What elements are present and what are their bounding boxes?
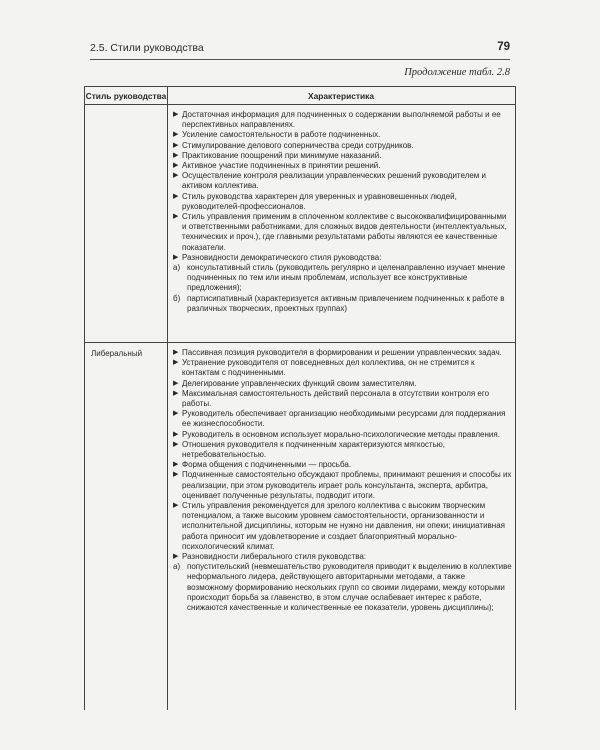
list-item-text: Стимулирование делового соперничества среди сотрудников. bbox=[182, 140, 414, 150]
list-item-text: Руководитель обеспечивает организацию необходимыми ресурсами для поддержания ее жизнеспособности. bbox=[182, 409, 506, 429]
row-divider bbox=[85, 342, 515, 343]
bullet-arrow-icon: ▶ bbox=[173, 410, 179, 418]
bullet-arrow-icon: ▶ bbox=[173, 141, 179, 149]
subtype-marker: а) bbox=[173, 263, 181, 273]
list-item bbox=[173, 253, 513, 263]
list-item-text: Стиль руководства характерен для уверенных и уравновешенных людей, руководителей-профессионалов. bbox=[182, 191, 457, 211]
list-item bbox=[173, 440, 513, 460]
subtype-item bbox=[173, 263, 513, 294]
list-item bbox=[173, 348, 513, 358]
subtype-item bbox=[173, 562, 513, 613]
bullet-arrow-icon: ▶ bbox=[173, 430, 179, 438]
subtypes-list bbox=[173, 562, 513, 613]
bullet-arrow-icon: ▶ bbox=[173, 253, 179, 261]
list-item bbox=[173, 192, 513, 212]
bullet-arrow-icon: ▶ bbox=[173, 379, 179, 387]
bullet-arrow-icon: ▶ bbox=[173, 213, 179, 221]
list-item-text: Достаточная информация для подчиненных о содержании выполняемой работы и ее перспективных направлениях. bbox=[182, 110, 501, 130]
list-item-text: Руководитель в основном использует морально-психологические методы правления. bbox=[182, 429, 500, 439]
bullet-arrow-icon: ▶ bbox=[173, 162, 179, 170]
bullet-arrow-icon: ▶ bbox=[173, 172, 179, 180]
bullet-arrow-icon: ▶ bbox=[173, 440, 179, 448]
column-header-characteristic: Характеристика bbox=[308, 91, 374, 101]
list-item-text: Осуществление контроля реализации управленческих решений руководителем и активом коллектива. bbox=[182, 171, 486, 191]
table-header bbox=[85, 87, 515, 105]
list-item-text: Форма общения с подчиненными — просьба. bbox=[182, 460, 352, 470]
list-item-text: Активное участие подчиненных в принятии решений. bbox=[182, 161, 381, 171]
list-item-text: Стиль управления рекомендуется для зрелого коллектива с высоким творческим потенциалом, а также высоким уровнем самостоятельности, организованности и исполнительной дисциплины, которым не нужно ни давления, ни опеки; инициативная работа приносит им удовлетворение и создает благоприятный морально-психологический климат. bbox=[182, 501, 505, 551]
list-item-text: Делегирование управленческих функций своим заместителям. bbox=[182, 378, 417, 388]
list-item bbox=[173, 460, 513, 470]
list-item-text: Устранение руководителя от повседневных дел коллектива, он не стремится к контактам с подчиненными. bbox=[182, 358, 475, 378]
subtype-text: консультативный стиль (руководитель регулярно и целенаправленно изучает мнение подчиненных по тем или иным проблемам, использует все конструктивные предложения); bbox=[187, 263, 506, 293]
column-divider bbox=[167, 87, 168, 710]
list-item bbox=[173, 552, 513, 562]
list-item bbox=[173, 171, 513, 191]
bullet-arrow-icon: ▶ bbox=[173, 461, 179, 469]
leadership-styles-table bbox=[84, 86, 516, 710]
list-item bbox=[173, 151, 513, 161]
list-item-text: Разновидности демократического стиля руководства: bbox=[182, 252, 382, 262]
list-item-text: Отношения руководителя к подчиненным характеризуются мягкостью, нетребовательностью. bbox=[182, 439, 445, 460]
subtype-marker: б) bbox=[173, 293, 181, 303]
table-continuation-label: Продолжение табл. 2.8 bbox=[404, 67, 510, 78]
subtypes-list bbox=[173, 263, 513, 314]
list-item-text: Стиль управления применим в сплоченном коллективе с высококвалифицированными и ответственными работниками, для сложных видов деятельности (интеллектуальных, технических и проч.), где главными результатами работы являются ее качественные показатели. bbox=[182, 212, 507, 252]
bullet-arrow-icon: ▶ bbox=[173, 111, 179, 118]
list-item bbox=[173, 110, 513, 130]
list-item bbox=[173, 212, 513, 253]
page-number: 79 bbox=[497, 41, 510, 53]
bullet-arrow-icon: ▶ bbox=[173, 502, 179, 510]
list-item bbox=[173, 430, 513, 440]
bullet-arrow-icon: ▶ bbox=[173, 359, 179, 367]
section-title: 2.5. Стили руководства bbox=[90, 42, 204, 54]
bullet-arrow-icon: ▶ bbox=[173, 192, 179, 200]
row-style-label: Либеральный bbox=[91, 349, 143, 358]
list-item-text: Разновидности либерального стиля руководства: bbox=[182, 552, 367, 562]
characteristics-list bbox=[173, 110, 513, 263]
list-item-text: Пассивная позиция руководителя в формировании и решении управленческих задач. bbox=[182, 348, 502, 357]
list-item-text: Практикование поощрений при минимуме наказаний. bbox=[182, 150, 382, 160]
list-item bbox=[173, 358, 513, 378]
list-item bbox=[173, 470, 513, 501]
bullet-arrow-icon: ▶ bbox=[173, 471, 179, 479]
list-item-text: Подчиненные самостоятельно обсуждают проблемы, принимают решения и способы их реализации, при этом руководитель играет роль консультанта, эксперта, арбитра, оценивает полученные результаты, подводит итоги. bbox=[182, 470, 512, 500]
row-characteristics bbox=[173, 110, 513, 314]
bullet-arrow-icon: ▶ bbox=[173, 151, 179, 159]
list-item bbox=[173, 130, 513, 140]
row-characteristics bbox=[173, 348, 513, 613]
list-item-text: Максимальная самостоятельность действий персонала в отсутствии контроля его работы. bbox=[182, 388, 490, 409]
list-item bbox=[173, 141, 513, 151]
column-header-style: Стиль руководства bbox=[85, 91, 167, 101]
characteristics-list bbox=[173, 348, 513, 562]
subtype-text: попустительский (невмешательство руководителя приводит к выделению в коллективе неформального лидера, действующего авторитарными методами, а также возможному формированию нескольких групп со своими лидерами, между которыми происходит борьба за главенство, в этом случае ослабевает интерес к работе, снижаются качественные и количественные ее показатели, уровень дисциплины); bbox=[187, 562, 512, 613]
bullet-arrow-icon: ▶ bbox=[173, 131, 179, 139]
bullet-arrow-icon: ▶ bbox=[173, 389, 179, 397]
subtype-marker: а) bbox=[173, 562, 181, 572]
list-item-text: Усиление самостоятельности в работе подчиненных. bbox=[182, 130, 381, 140]
list-item bbox=[173, 161, 513, 171]
bullet-arrow-icon: ▶ bbox=[173, 553, 179, 561]
list-item bbox=[173, 379, 513, 389]
header-rule bbox=[90, 59, 510, 60]
list-item bbox=[173, 501, 513, 552]
subtype-item bbox=[173, 294, 513, 314]
list-item bbox=[173, 389, 513, 409]
list-item bbox=[173, 409, 513, 429]
page-header bbox=[90, 42, 510, 60]
bullet-arrow-icon: ▶ bbox=[173, 349, 179, 356]
subtype-text: партисипативный (характеризуется активным привлечением подчиненных к работе в различных творческих, проектных группах) bbox=[187, 293, 505, 313]
